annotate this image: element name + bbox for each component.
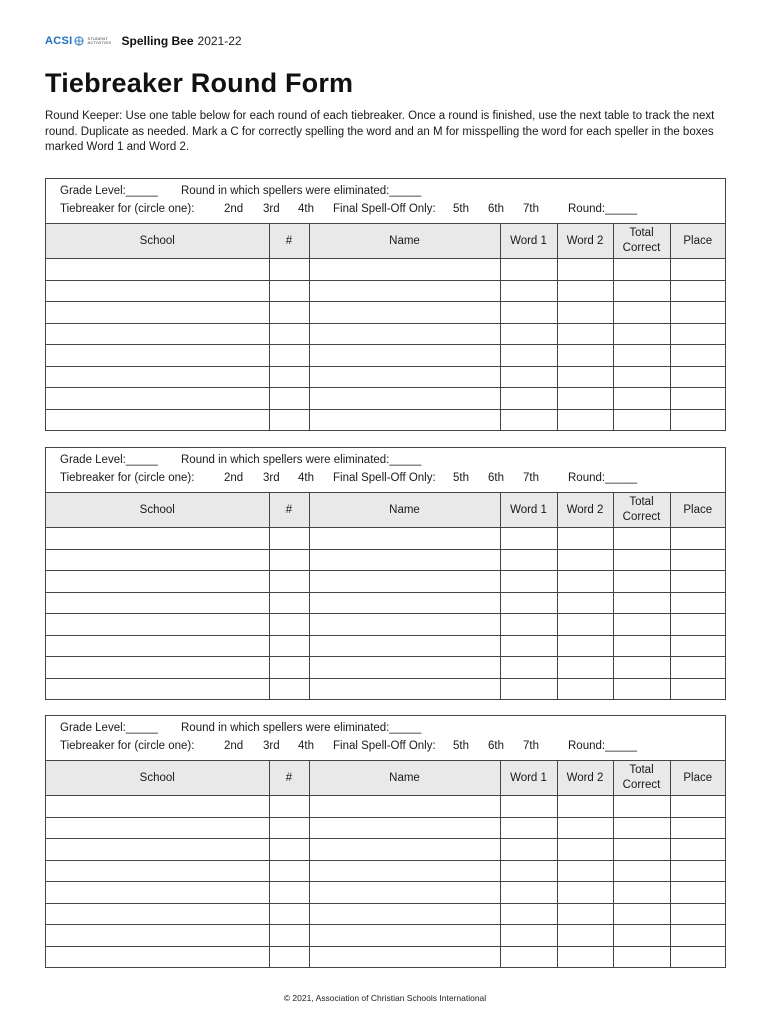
number-cell[interactable]: [269, 571, 309, 593]
table-row: [46, 817, 725, 839]
total-correct-cell[interactable]: [613, 635, 670, 657]
place-cell[interactable]: [670, 323, 725, 345]
option-6th[interactable]: 6th: [488, 740, 504, 752]
event-year: 2021-22: [197, 34, 242, 48]
page-header: [45, 32, 242, 50]
place-cell[interactable]: [670, 592, 725, 614]
word1-cell[interactable]: [500, 614, 557, 636]
word1-cell[interactable]: [500, 549, 557, 571]
word2-cell[interactable]: [557, 614, 613, 636]
school-cell[interactable]: [46, 635, 269, 657]
place-cell[interactable]: [670, 882, 725, 904]
number-cell[interactable]: [269, 839, 309, 861]
round-info: [46, 716, 725, 761]
total-correct-cell[interactable]: [613, 925, 670, 947]
total-correct-cell[interactable]: [613, 345, 670, 367]
word2-cell[interactable]: [557, 366, 613, 388]
option-4th[interactable]: 4th: [298, 203, 314, 215]
word2-cell[interactable]: [557, 657, 613, 679]
option-3rd[interactable]: 3rd: [263, 203, 280, 215]
column-school: School: [46, 761, 269, 796]
table-row: [46, 614, 725, 636]
word1-cell[interactable]: [500, 528, 557, 550]
speller-table: [46, 761, 725, 967]
column-word2: Word 2: [557, 224, 613, 259]
word1-cell[interactable]: [500, 302, 557, 324]
table-row: [46, 796, 725, 818]
word1-cell[interactable]: [500, 366, 557, 388]
column-word1: Word 1: [500, 224, 557, 259]
number-cell[interactable]: [269, 259, 309, 281]
word2-cell[interactable]: [557, 549, 613, 571]
column-number: #: [269, 224, 309, 259]
name-cell[interactable]: [309, 946, 500, 967]
name-cell[interactable]: [309, 635, 500, 657]
total-correct-cell[interactable]: [613, 259, 670, 281]
total-correct-cell[interactable]: [613, 592, 670, 614]
word1-cell[interactable]: [500, 323, 557, 345]
word1-cell[interactable]: [500, 882, 557, 904]
school-cell[interactable]: [46, 345, 269, 367]
word2-cell[interactable]: [557, 678, 613, 699]
school-cell[interactable]: [46, 366, 269, 388]
round-eliminated-field[interactable]: Round in which spellers were eliminated:_____: [181, 722, 422, 734]
total-correct-cell[interactable]: [613, 946, 670, 967]
option-3rd[interactable]: 3rd: [263, 472, 280, 484]
table-row: [46, 345, 725, 367]
acsi-logo: [45, 35, 112, 47]
name-cell[interactable]: [309, 657, 500, 679]
final-spelloff-label: Final Spell-Off Only:: [333, 472, 436, 484]
number-cell[interactable]: [269, 280, 309, 302]
table-header-row: [46, 224, 725, 259]
option-4th[interactable]: 4th: [298, 472, 314, 484]
name-cell[interactable]: [309, 259, 500, 281]
number-cell[interactable]: [269, 657, 309, 679]
name-cell[interactable]: [309, 678, 500, 699]
column-total-line1: Total: [629, 764, 654, 776]
total-correct-cell[interactable]: [613, 366, 670, 388]
place-cell[interactable]: [670, 409, 725, 430]
option-6th[interactable]: 6th: [488, 472, 504, 484]
round-field[interactable]: Round:_____: [568, 740, 638, 752]
table-row: [46, 657, 725, 679]
place-cell[interactable]: [670, 925, 725, 947]
option-5th[interactable]: 5th: [453, 203, 469, 215]
column-total-line2: Correct: [622, 242, 661, 254]
number-cell[interactable]: [269, 860, 309, 882]
word1-cell[interactable]: [500, 817, 557, 839]
option-7th[interactable]: 7th: [523, 203, 539, 215]
word2-cell[interactable]: [557, 388, 613, 410]
round-info: [46, 179, 725, 224]
round-eliminated-field[interactable]: Round in which spellers were eliminated:_____: [181, 185, 422, 197]
number-cell[interactable]: [269, 528, 309, 550]
column-total-line1: Total: [629, 496, 654, 508]
number-cell[interactable]: [269, 817, 309, 839]
event-title: Spelling Bee: [121, 34, 194, 48]
word2-cell[interactable]: [557, 796, 613, 818]
word2-cell[interactable]: [557, 635, 613, 657]
table-row: [46, 259, 725, 281]
place-cell[interactable]: [670, 839, 725, 861]
place-cell[interactable]: [670, 528, 725, 550]
column-total-correct: [613, 224, 670, 259]
number-cell[interactable]: [269, 614, 309, 636]
total-correct-cell[interactable]: [613, 549, 670, 571]
number-cell[interactable]: [269, 323, 309, 345]
number-cell[interactable]: [269, 796, 309, 818]
column-total-correct: [613, 761, 670, 796]
column-word1: Word 1: [500, 493, 557, 528]
final-spelloff-label: Final Spell-Off Only:: [333, 740, 436, 752]
column-total-correct: [613, 493, 670, 528]
tiebreaker-round-table-2: [45, 447, 726, 700]
word2-cell[interactable]: [557, 280, 613, 302]
column-total-line2: Correct: [622, 511, 661, 523]
name-cell[interactable]: [309, 860, 500, 882]
name-cell[interactable]: [309, 409, 500, 430]
place-cell[interactable]: [670, 860, 725, 882]
word2-cell[interactable]: [557, 860, 613, 882]
table-row: [46, 678, 725, 699]
place-cell[interactable]: [670, 571, 725, 593]
name-cell[interactable]: [309, 280, 500, 302]
grade-level-field[interactable]: Grade Level:_____: [60, 722, 158, 734]
option-7th[interactable]: 7th: [523, 740, 539, 752]
table-row: [46, 302, 725, 324]
table-row: [46, 946, 725, 967]
place-cell[interactable]: [670, 614, 725, 636]
column-total-line1: Total: [629, 227, 654, 239]
number-cell[interactable]: [269, 946, 309, 967]
word2-cell[interactable]: [557, 839, 613, 861]
round-info: [46, 448, 725, 493]
name-cell[interactable]: [309, 302, 500, 324]
school-cell[interactable]: [46, 882, 269, 904]
logo-subtext: STUDENT ACTIVITIES: [87, 36, 112, 45]
total-correct-cell[interactable]: [613, 280, 670, 302]
name-cell[interactable]: [309, 925, 500, 947]
school-cell[interactable]: [46, 409, 269, 430]
name-cell[interactable]: [309, 549, 500, 571]
option-5th[interactable]: 5th: [453, 472, 469, 484]
place-cell[interactable]: [670, 796, 725, 818]
place-cell[interactable]: [670, 366, 725, 388]
copyright-footer: © 2021, Association of Christian Schools International: [283, 993, 487, 1003]
total-correct-cell[interactable]: [613, 323, 670, 345]
tiebreaker-for-label: Tiebreaker for (circle one):: [60, 740, 195, 752]
word1-cell[interactable]: [500, 946, 557, 967]
school-cell[interactable]: [46, 614, 269, 636]
total-correct-cell[interactable]: [613, 528, 670, 550]
option-3rd[interactable]: 3rd: [263, 740, 280, 752]
total-correct-cell[interactable]: [613, 388, 670, 410]
word2-cell[interactable]: [557, 817, 613, 839]
table-row: [46, 839, 725, 861]
school-cell[interactable]: [46, 925, 269, 947]
column-name: Name: [309, 493, 500, 528]
place-cell[interactable]: [670, 302, 725, 324]
globe-icon: [74, 36, 84, 46]
column-name: Name: [309, 761, 500, 796]
table-row: [46, 280, 725, 302]
column-number: #: [269, 493, 309, 528]
tiebreaker-for-label: Tiebreaker for (circle one):: [60, 472, 195, 484]
column-name: Name: [309, 224, 500, 259]
word2-cell[interactable]: [557, 528, 613, 550]
option-2nd[interactable]: 2nd: [224, 472, 244, 484]
place-cell[interactable]: [670, 345, 725, 367]
column-word2: Word 2: [557, 493, 613, 528]
option-4th[interactable]: 4th: [298, 740, 314, 752]
speller-table: [46, 224, 725, 430]
name-cell[interactable]: [309, 839, 500, 861]
word1-cell[interactable]: [500, 635, 557, 657]
word1-cell[interactable]: [500, 860, 557, 882]
tiebreaker-round-table-3: [45, 715, 726, 968]
total-correct-cell[interactable]: [613, 657, 670, 679]
table-row: [46, 366, 725, 388]
option-5th[interactable]: 5th: [453, 740, 469, 752]
table-body: [46, 259, 725, 431]
word2-cell[interactable]: [557, 571, 613, 593]
word1-cell[interactable]: [500, 259, 557, 281]
table-row: [46, 549, 725, 571]
column-place: Place: [670, 224, 725, 259]
option-6th[interactable]: 6th: [488, 203, 504, 215]
word2-cell[interactable]: [557, 259, 613, 281]
word1-cell[interactable]: [500, 571, 557, 593]
column-place: Place: [670, 493, 725, 528]
name-cell[interactable]: [309, 345, 500, 367]
logo-text: ACSI: [45, 35, 73, 47]
name-cell[interactable]: [309, 592, 500, 614]
word1-cell[interactable]: [500, 839, 557, 861]
number-cell[interactable]: [269, 345, 309, 367]
round-field[interactable]: Round:_____: [568, 203, 638, 215]
table-row: [46, 571, 725, 593]
number-cell[interactable]: [269, 678, 309, 699]
tiebreaker-round-table-1: [45, 178, 726, 431]
instructions-paragraph: Round Keeper: Use one table below for each round of each tiebreaker. Once a round is finished, use the next table to track the next round. Duplicate as needed. Mark a C for correctly spelling the word and an M for misspelling the word for each speller in the boxes marked Word 1 and Word 2.: [45, 110, 715, 153]
column-school: School: [46, 224, 269, 259]
table-row: [46, 635, 725, 657]
name-cell[interactable]: [309, 366, 500, 388]
word1-cell[interactable]: [500, 280, 557, 302]
tiebreaker-for-label: Tiebreaker for (circle one):: [60, 203, 195, 215]
place-cell[interactable]: [670, 657, 725, 679]
table-row: [46, 882, 725, 904]
number-cell[interactable]: [269, 366, 309, 388]
place-cell[interactable]: [670, 259, 725, 281]
name-cell[interactable]: [309, 571, 500, 593]
total-correct-cell[interactable]: [613, 302, 670, 324]
total-correct-cell[interactable]: [613, 860, 670, 882]
round-field[interactable]: Round:_____: [568, 472, 638, 484]
word1-cell[interactable]: [500, 657, 557, 679]
word2-cell[interactable]: [557, 592, 613, 614]
speller-table: [46, 493, 725, 699]
name-cell[interactable]: [309, 882, 500, 904]
total-correct-cell[interactable]: [613, 817, 670, 839]
word1-cell[interactable]: [500, 409, 557, 430]
total-correct-cell[interactable]: [613, 882, 670, 904]
round-eliminated-field[interactable]: Round in which spellers were eliminated:_____: [181, 454, 422, 466]
number-cell[interactable]: [269, 882, 309, 904]
table-row: [46, 528, 725, 550]
grade-level-field[interactable]: Grade Level:_____: [60, 454, 158, 466]
number-cell[interactable]: [269, 409, 309, 430]
place-cell[interactable]: [670, 388, 725, 410]
number-cell[interactable]: [269, 302, 309, 324]
column-school: School: [46, 493, 269, 528]
word1-cell[interactable]: [500, 345, 557, 367]
word2-cell[interactable]: [557, 903, 613, 925]
place-cell[interactable]: [670, 549, 725, 571]
table-row: [46, 592, 725, 614]
word1-cell[interactable]: [500, 796, 557, 818]
table-row: [46, 323, 725, 345]
school-cell[interactable]: [46, 657, 269, 679]
column-number: #: [269, 761, 309, 796]
total-correct-cell[interactable]: [613, 903, 670, 925]
word1-cell[interactable]: [500, 925, 557, 947]
column-total-line2: Correct: [622, 779, 661, 791]
word1-cell[interactable]: [500, 903, 557, 925]
word2-cell[interactable]: [557, 323, 613, 345]
number-cell[interactable]: [269, 388, 309, 410]
table-header-row: [46, 493, 725, 528]
total-correct-cell[interactable]: [613, 614, 670, 636]
word2-cell[interactable]: [557, 345, 613, 367]
word1-cell[interactable]: [500, 388, 557, 410]
number-cell[interactable]: [269, 549, 309, 571]
name-cell[interactable]: [309, 614, 500, 636]
place-cell[interactable]: [670, 817, 725, 839]
total-correct-cell[interactable]: [613, 796, 670, 818]
number-cell[interactable]: [269, 635, 309, 657]
total-correct-cell[interactable]: [613, 409, 670, 430]
option-2nd[interactable]: 2nd: [224, 203, 244, 215]
school-cell[interactable]: [46, 903, 269, 925]
table-body: [46, 528, 725, 700]
table-row: [46, 903, 725, 925]
table-row: [46, 925, 725, 947]
table-body: [46, 796, 725, 968]
number-cell[interactable]: [269, 925, 309, 947]
school-cell[interactable]: [46, 388, 269, 410]
school-cell[interactable]: [46, 678, 269, 699]
column-word2: Word 2: [557, 761, 613, 796]
name-cell[interactable]: [309, 323, 500, 345]
option-7th[interactable]: 7th: [523, 472, 539, 484]
final-spelloff-label: Final Spell-Off Only:: [333, 203, 436, 215]
word2-cell[interactable]: [557, 409, 613, 430]
name-cell[interactable]: [309, 817, 500, 839]
column-word1: Word 1: [500, 761, 557, 796]
name-cell[interactable]: [309, 528, 500, 550]
table-row: [46, 409, 725, 430]
word2-cell[interactable]: [557, 925, 613, 947]
name-cell[interactable]: [309, 388, 500, 410]
place-cell[interactable]: [670, 635, 725, 657]
name-cell[interactable]: [309, 796, 500, 818]
number-cell[interactable]: [269, 903, 309, 925]
page-title: Tiebreaker Round Form: [45, 68, 354, 98]
total-correct-cell[interactable]: [613, 839, 670, 861]
school-cell[interactable]: [46, 946, 269, 967]
total-correct-cell[interactable]: [613, 678, 670, 699]
word2-cell[interactable]: [557, 302, 613, 324]
table-header-row: [46, 761, 725, 796]
name-cell[interactable]: [309, 903, 500, 925]
place-cell[interactable]: [670, 280, 725, 302]
word2-cell[interactable]: [557, 946, 613, 967]
table-row: [46, 860, 725, 882]
place-cell[interactable]: [670, 678, 725, 699]
option-2nd[interactable]: 2nd: [224, 740, 244, 752]
number-cell[interactable]: [269, 592, 309, 614]
place-cell[interactable]: [670, 903, 725, 925]
word1-cell[interactable]: [500, 592, 557, 614]
total-correct-cell[interactable]: [613, 571, 670, 593]
word1-cell[interactable]: [500, 678, 557, 699]
column-place: Place: [670, 761, 725, 796]
word2-cell[interactable]: [557, 882, 613, 904]
place-cell[interactable]: [670, 946, 725, 967]
table-row: [46, 388, 725, 410]
grade-level-field[interactable]: Grade Level:_____: [60, 185, 158, 197]
